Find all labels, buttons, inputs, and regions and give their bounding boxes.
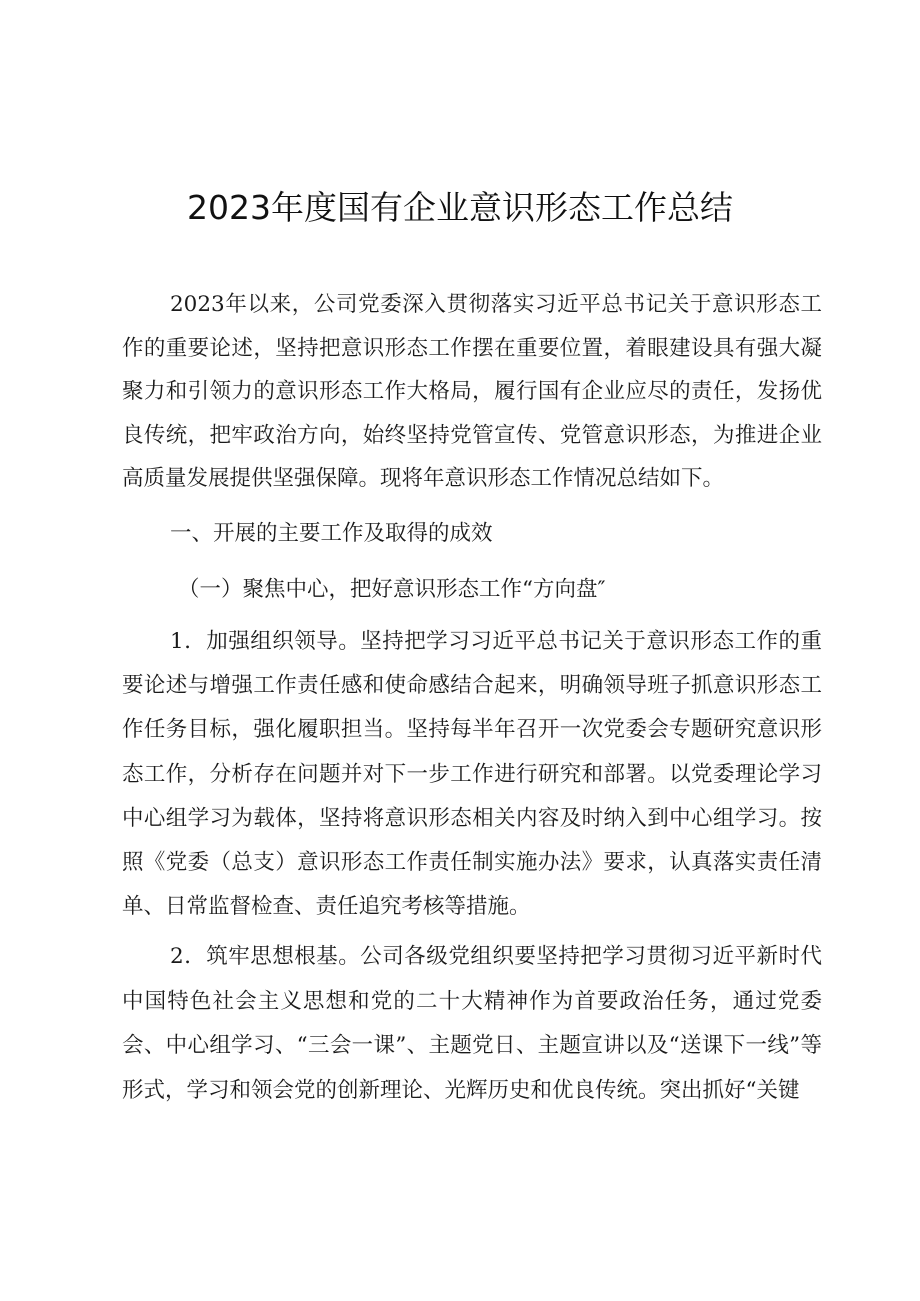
item-1-paragraph: 1．加强组织领导。坚持把学习习近平总书记关于意识形态工作的重要论述与增强工作责任感和使命感结合起来，明确领导班子抓意识形态工作任务目标，强化履职担当。坚持每半年召开一次党委会专题研究意识形态工作，分析存在问题并对下一步工作进行研究和部署。以党委理论学习中心组学习为载体，坚持将意识形态相关内容及时纳入到中心组学习。按照《党委（总支）意识形态工作责任制实施办法》要求，认真落实责任清单、日常监督检查、责任追究考核等措施。 xyxy=(122,629,822,920)
section-heading: 一、开展的主要工作及取得的成效 xyxy=(170,521,493,546)
document-title: 2023年度国有企业意识形态工作总结 xyxy=(187,188,733,227)
item-2-paragraph: 2．筑牢思想根基。公司各级党组织要坚持把学习贯彻习近平新时代中国特色社会主义思想和党的二十大精神作为首要政治任务，通过党委会、中心组学习、“三会一课”、主题党日、主题宣讲以及“送课下一线”等形式，学习和领会党的创新理论、光辉历史和优良传统。突出抓好“关键 xyxy=(122,944,822,1103)
subsection-heading: （一）聚焦中心，把好意识形态工作“方向盘″ xyxy=(178,577,606,602)
intro-paragraph: 2023年以来，公司党委深入贯彻落实习近平总书记关于意识形态工作的重要论述，坚持把意识形态工作摆在重要位置，着眼建设具有强大凝聚力和引领力的意识形态工作大格局，履行国有企业应尽的责任，发扬优良传统，把牢政治方向，始终坚持党管宣传、党管意识形态，为推进企业高质量发展提供坚强保障。现将年意识形态工作情况总结如下。 xyxy=(122,292,822,491)
